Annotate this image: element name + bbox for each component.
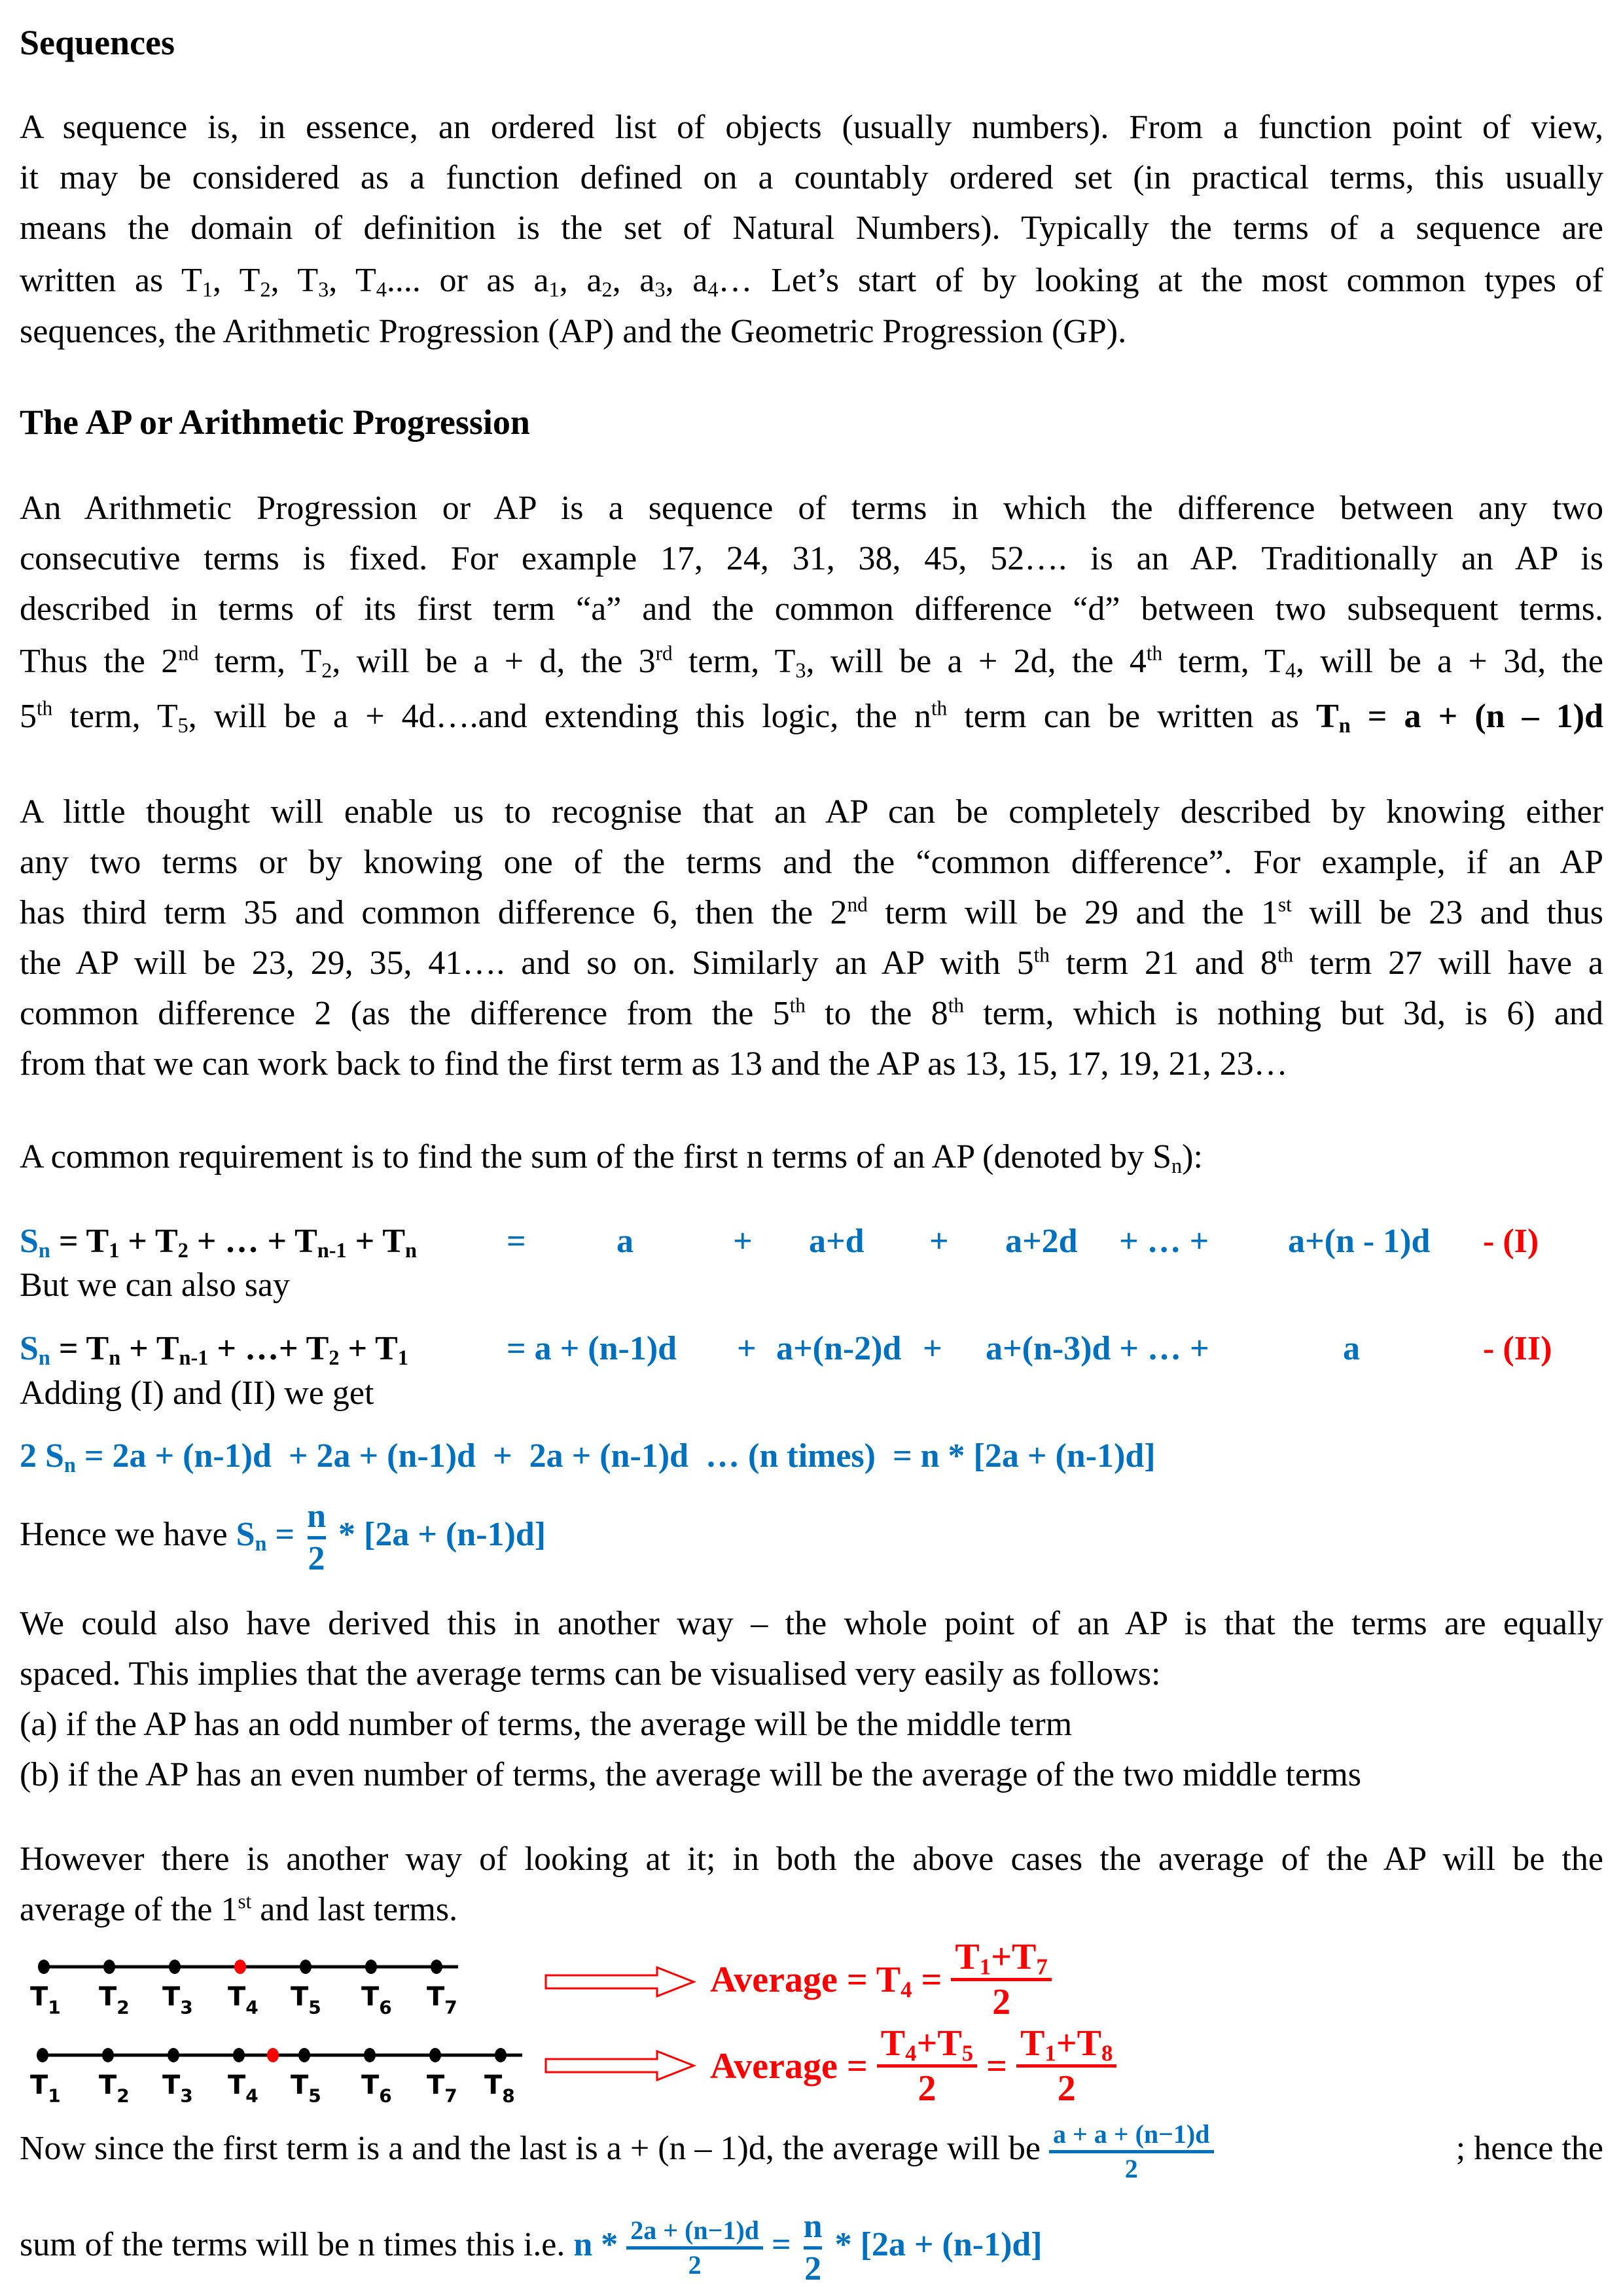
equation-1: $S_n = T_1 + T_2$ + … + $T_{n-1} + T_n$ = a + a+d + a+2d + … + a+(n - 1)d - (I) xyxy=(20,1223,1539,1263)
term-label: $T_2$ xyxy=(99,2070,130,2107)
ap-line-3: described in terms of its first term “a” and the common difference “d” between two subsequent terms. xyxy=(20,590,1603,628)
intro-line-3: means the domain of definition is the set of Natural Numbers). Typically the terms of a sequence are xyxy=(20,209,1603,247)
case-b: (b) if the AP has an even number of terms, the average will be the average of the two middle terms xyxy=(20,1756,1361,1793)
also-say-text: But we can also say xyxy=(20,1266,291,1304)
adding-text: Adding (I) and (II) we get xyxy=(20,1374,374,1412)
example-line-4: the AP will be 23, 29, 35, 41…. and so on. Similarly an AP with 5th term 21 and 8th term 27 will have a xyxy=(20,943,1603,982)
hence-formula: Hence we have $S_n$ = n 2 * [2a + (n-1)d] xyxy=(20,1497,546,1577)
term-label: $T_4$ xyxy=(228,2070,259,2107)
dot-icon xyxy=(431,1960,442,1974)
ap-line-4: Thus the 2nd term, $T_2$, will be a + d, the 3rd term, $T_3$, will be a + 2d, the 4th term, $T_4$, will be a + 3d, the xyxy=(20,641,1603,683)
nth-term-formula: $T_n = a + (n - 1)d$ xyxy=(1316,698,1604,738)
even-sequence-diagram xyxy=(20,2045,556,2107)
dot-icon xyxy=(37,2048,48,2062)
dot-icon xyxy=(169,1960,181,1974)
ap-line-1: An Arithmetic Progression or AP is a sequence of terms in which the difference between any two xyxy=(20,490,1603,527)
ap-line-2: consecutive terms is fixed. For example 17, 24, 31, 38, 45, 52…. is an AP. Traditionally an AP is xyxy=(20,540,1603,577)
number-line-8 xyxy=(20,2045,556,2065)
highlight-dot-icon xyxy=(267,2048,279,2062)
intro-line-2: it may be considered as a function defined on a countably ordered set (in practical terms, this usually xyxy=(20,159,1603,196)
case-a: (a) if the AP has an odd number of terms, the average will be the middle term xyxy=(20,1706,1073,1743)
dot-icon xyxy=(168,2048,179,2062)
term-label: $T_8$ xyxy=(484,2070,515,2107)
example-line-1: A little thought will enable us to recognise that an AP can be completely described by knowing either xyxy=(20,793,1603,831)
now-line-2: sum of the terms will be n times this i.e. n * 2a + (n−1)d 2 = n 2 * [2a + (n-1)d] xyxy=(20,2207,1043,2287)
term-label: $T_4$ xyxy=(228,1982,259,2018)
term-label: $T_1$ xyxy=(30,2070,61,2107)
term-label: $T_5$ xyxy=(291,2070,321,2107)
t1-plus-t7-over-2: $T_1+T_7$ 2 xyxy=(951,1939,1051,2020)
term-label: $T_1$ xyxy=(30,1982,61,2018)
number-line-7 xyxy=(20,1957,491,1977)
term-label: $T_6$ xyxy=(361,2070,392,2107)
example-line-5: common difference 2 (as the difference from the 5th to the 8th term, which is nothing but 3d, is 6) and xyxy=(20,994,1603,1032)
term-label: $T_5$ xyxy=(291,1982,321,2018)
equation-3: 2 $S_n = 2a + (n-1)d + 2a + (n-1)d + 2a + (n-1)d$ … (n times) = n * [2a + (n-1)d] xyxy=(20,1437,1156,1477)
derive-line-2: spaced. This implies that the average terms can be visualised very easily as follows: xyxy=(20,1655,1161,1693)
highlight-dot-icon xyxy=(234,1960,246,1974)
dot-icon xyxy=(365,1960,377,1974)
sum-fraction: 2a + (n−1)d 2 xyxy=(626,2217,763,2278)
n-over-2-fraction: n 2 xyxy=(307,1497,327,1577)
term-label: $T_2$ xyxy=(99,1982,130,2018)
dot-icon xyxy=(495,2048,507,2062)
dot-icon xyxy=(38,1960,50,1974)
term-label: $T_7$ xyxy=(427,2070,457,2107)
however-line-2: average of the 1st and last terms. xyxy=(20,1890,458,1928)
example-line-2: any two terms or by knowing one of the terms and the “common difference”. For example, if an AP xyxy=(20,844,1603,881)
however-line-1: However there is another way of looking at it; in both the above cases the average of the AP will be the xyxy=(20,1840,1603,1878)
n-over-2-fraction: n 2 xyxy=(803,2207,823,2287)
term-label: $T_3$ xyxy=(162,2070,193,2107)
dot-icon xyxy=(364,2048,376,2062)
ap-heading: The AP or Arithmetic Progression xyxy=(20,403,530,442)
dot-icon xyxy=(102,2048,114,2062)
odd-sequence-diagram xyxy=(20,1957,491,2018)
dot-icon xyxy=(300,1960,312,1974)
odd-average-formula: Average = $T_4$ = $T_1+T_7$ 2 xyxy=(710,1939,1052,2020)
derive-line-1: We could also have derived this in another way – the whole point of an AP is that the terms are equally xyxy=(20,1605,1603,1642)
right-arrow-icon xyxy=(544,1966,702,1998)
page-title: Sequences xyxy=(20,23,175,62)
average-fraction: a + a + (n−1)d 2 xyxy=(1049,2121,1214,2182)
intro-line-1: A sequence is, in essence, an ordered list of objects (usually numbers). From a function point of view, xyxy=(20,109,1603,146)
intro-line-5: sequences, the Arithmetic Progression (AP) and the Geometric Progression (GP). xyxy=(20,313,1127,350)
intro-line-4: written as $T_1$, $T_2$, $T_3$, $T_4$.... or as $a_1$, $a_2$, $a_3$, $a_4\dots$ Let’s start of by looking at the most common types of xyxy=(20,262,1603,302)
term-label: $T_6$ xyxy=(361,1982,392,2018)
example-line-3: has third term 35 and common difference 6, then the 2nd term will be 29 and the 1st will be 23 and thus xyxy=(20,893,1603,931)
ap-line-5: 5th term, $T_5$, will be a + 4d….and extending this logic, the $n^{th}$ term can be written as $T_n = a + (n - 1)d$ xyxy=(20,696,1604,738)
example-line-6: from that we can work back to find the first term as 13 and the AP as 13, 15, 17, 19, 21, 23… xyxy=(20,1045,1288,1083)
sum-intro: A common requirement is to find the sum of the first n terms of an AP (denoted by $S_n$): xyxy=(20,1138,1203,1178)
t4-plus-t5-over-2: $T_4+T_5$ 2 xyxy=(877,2025,977,2107)
dot-icon xyxy=(233,2048,245,2062)
equation-2: $S_n = T_n + T_{n-1}$ + …+ $T_2 + T_1$ = a + (n-1)d + a+(n-2)d + a+(n-3)d + … + a - (II) xyxy=(20,1330,1552,1370)
term-label: $T_7$ xyxy=(427,1982,457,2018)
even-average-formula: Average = $T_4+T_5$ 2 = $T_1+T_8$ 2 xyxy=(710,2025,1116,2107)
t1-plus-t8-over-2: $T_1+T_8$ 2 xyxy=(1016,2025,1116,2107)
dot-icon xyxy=(103,1960,115,1974)
term-label: $T_3$ xyxy=(162,1982,193,2018)
right-arrow-icon xyxy=(544,2050,702,2081)
dot-icon xyxy=(298,2048,310,2062)
now-line-1: Now since the first term is a and the last is a + (n – 1)d, the average will be a + a + (n−1)d 2 ; hence the xyxy=(20,2119,1603,2183)
dot-icon xyxy=(429,2048,441,2062)
